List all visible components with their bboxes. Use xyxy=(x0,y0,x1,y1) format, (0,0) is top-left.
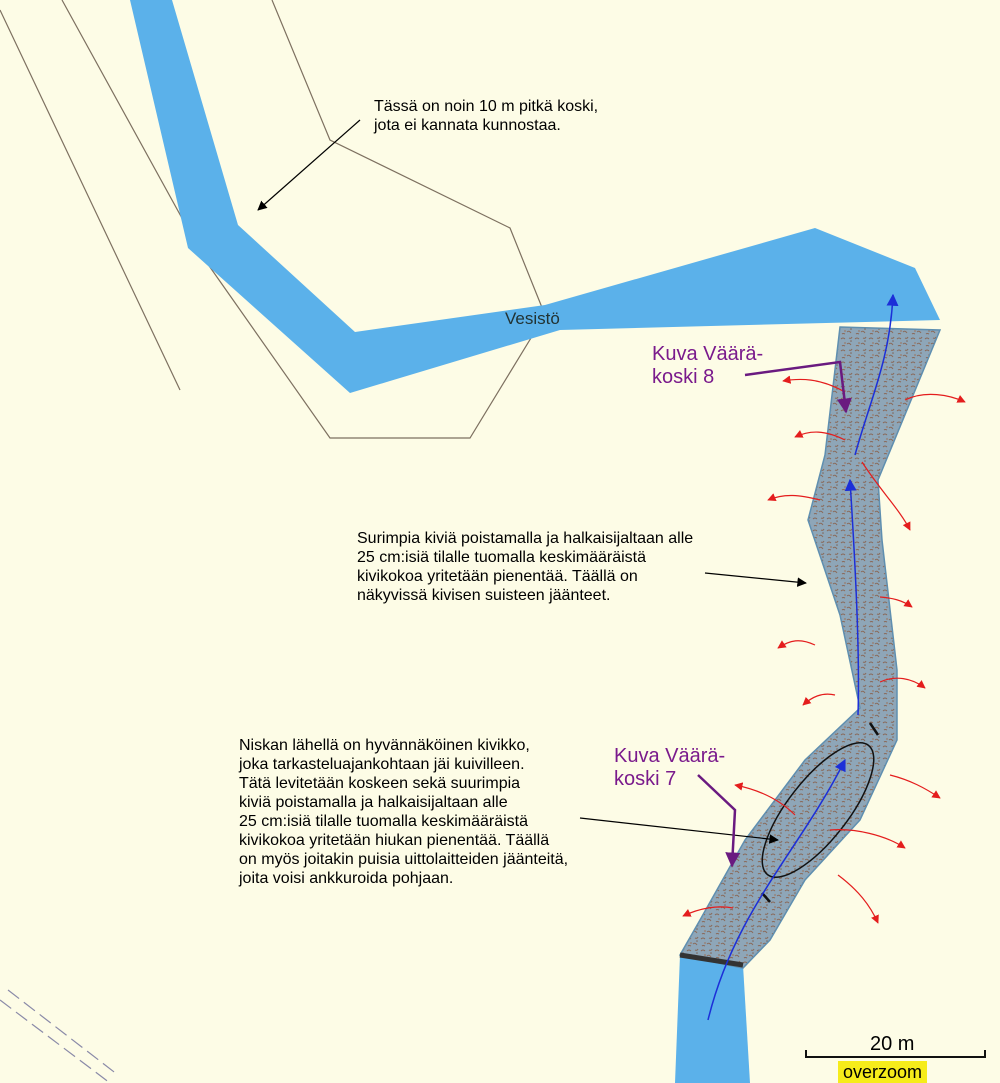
photo-label-8: Kuva Väärä- koski 8 xyxy=(652,343,764,388)
river-upper xyxy=(130,0,940,393)
water-label: Vesistö xyxy=(505,309,560,328)
annotation-middle-text: Surimpia kiviä poistamalla ja halkaisijaltaan alle 25 cm:isiä tilalle tuomalla keskimääräistä kivikokoa yritetään pienentää. Täällä on näkyvissä kivisen suisteen jäänteet. xyxy=(357,530,694,604)
dashed-road xyxy=(0,990,118,1083)
parcel-boundaries xyxy=(0,0,545,438)
rapids-area xyxy=(680,327,940,968)
photo-label-7: Kuva Väärä- koski 7 xyxy=(614,745,726,790)
overzoom-badge: overzoom xyxy=(838,1061,927,1083)
annotation-bottom-text: Niskan lähellä on hyvännäköinen kivikko, joka tarkasteluajankohtaan jäi kuivilleen. Tätä levitetään koskeen sekä suurimpia kiviä poistamalla ja halkaisijaltaan alle 25 cm:isiä tilalle tuomalla keskimääräistä kivikokoa yritetään hiukan pienentää. Täällä on myös joitakin puisia uittolaitteiden jäänteitä, joita voisi ankkuroida pohjaan. xyxy=(239,737,569,887)
river-lower xyxy=(675,955,750,1083)
scale-label: 20 m xyxy=(870,1033,915,1055)
annotation-arrows xyxy=(258,120,806,840)
annotation-top-text: Tässä on noin 10 m pitkä koski, jota ei kannata kunnostaa. xyxy=(374,98,599,134)
